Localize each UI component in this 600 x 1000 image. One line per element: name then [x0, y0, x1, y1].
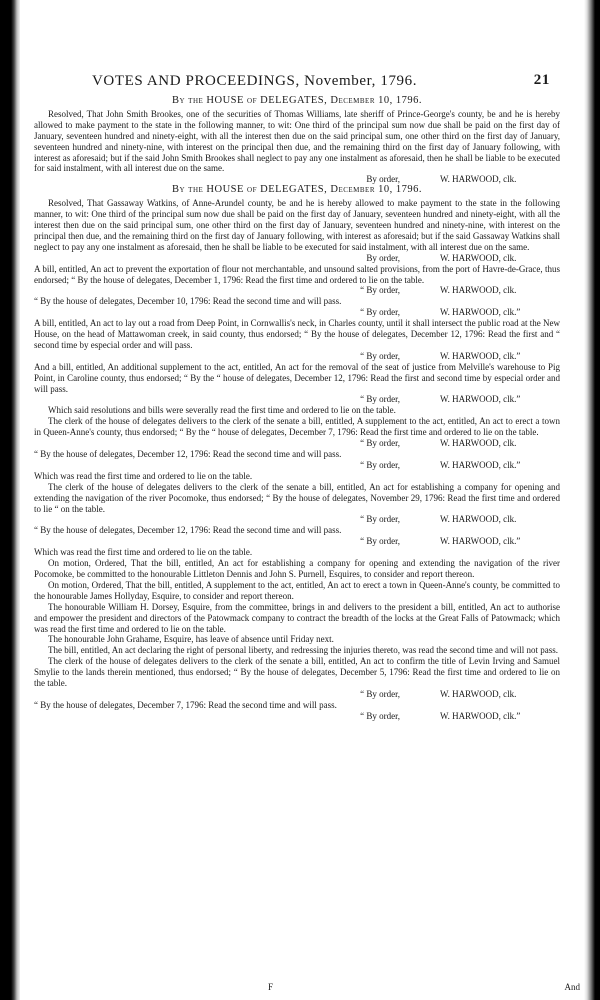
- order-line: [34, 285, 560, 296]
- by-order: “ By order,: [360, 688, 400, 699]
- by-order: By order,: [366, 252, 400, 263]
- endorsement-line: “ By the house of delegates, December 12, 1796: Read the second time and will pass.: [34, 525, 342, 536]
- order-line: [34, 689, 560, 700]
- order-line: [34, 351, 560, 362]
- clerk-signature: W. HARWOOD, clk.”: [440, 536, 521, 547]
- by-order: “ By order,: [360, 710, 400, 721]
- by-order: “ By order,: [360, 536, 400, 547]
- page-body: [34, 96, 560, 722]
- clerk-signature: W. HARWOOD, clk.: [440, 688, 517, 699]
- clerk-signature: W. HARWOOD, clk.”: [440, 394, 521, 405]
- patowmack-bill: The honourable William H. Dorsey, Esquire, from the committee, brings in and delivers to the president a bill, entitled, An act to authorise and empower the president and directors of the Patowmack company to contract the breadth of the locks at the Great Falls of Patowmack; which was read the first time and ordered to lie on the table.: [34, 601, 560, 634]
- bill-flour-exportation: A bill, entitled, An act to prevent the exportation of flour not merchantable, and unsound salted provisions, from the port of Havre-de-Grace, thus endorsed; “ By the house of delegates, December 1, 1796: Read the first time and ordered to lie on the table.: [34, 263, 560, 285]
- by-order: “ By order,: [360, 285, 400, 296]
- order-line: [34, 460, 560, 471]
- order-line: [34, 514, 560, 525]
- by-order: “ By order,: [360, 307, 400, 318]
- by-order: “ By order,: [360, 514, 400, 525]
- personal-liberty-bill: The bill, entitled, An act declaring the right of personal liberty, and redressing the injuries thereto, was read the second time and will not pass.: [48, 645, 559, 656]
- order-line: [34, 394, 560, 405]
- clerk-signature: W. HARWOOD, clk.: [440, 438, 517, 449]
- resolution-1: [34, 96, 560, 185]
- endorsement-line: “ By the house of delegates, December 10, 1796: Read the second time and will pass.: [34, 296, 342, 307]
- bill-irving-smylie: The clerk of the house of delegates delivers to the clerk of the senate a bill, entitled, An act to confirm the title of Levin Irving and Samuel Smylie to the lands therein mentioned, thus endorsed; “ By the house of delegates, December 5, 1796: Read the first time and ordered to lie on the table.: [34, 656, 560, 689]
- page-number: 21: [533, 72, 550, 88]
- order-line: [34, 307, 560, 318]
- paragraph: Which was read the first time and ordered to lie on the table.: [34, 547, 253, 558]
- leave-of-absence: The honourable John Grahame, Esquire, has leave of absence until Friday next.: [48, 634, 334, 645]
- resolution-text: Resolved, That Gassaway Watkins, of Anne-Arundel county, be and he is hereby allowed to make payment to the state in the following manner, to wit: One third of the principal sum now due shall be paid on the first day of January, seventeen hundred and ninety-eight, with all the interest then due on the said principal sum, one other third on the first day of January, seventeen hundred and ninety-nine, with interest on the principal then due, and the remaining third on the first day of January following, with interest as aforesaid; but if the said Gassaway Watkins shall neglect to pay any one instalment as aforesaid, then he shall be liable to be executed for said instalment, with all interest due on the same.: [34, 198, 560, 252]
- by-order: “ By order,: [360, 350, 400, 361]
- clerk-signature: W. HARWOOD, clk.: [440, 514, 517, 525]
- paragraph: Which was read the first time and ordered to lie on the table.: [34, 470, 253, 481]
- motion-pocomoke: On motion, Ordered, That the bill, entitled, An act for establishing a company for opening and extending the navigation of the river Pocomoke, be committed to the honourable Littleton Dennis and John S. Purnell, Esquires, to consider and report thereon.: [34, 558, 560, 579]
- bill-pocomoke-navigation: The clerk of the house of delegates delivers to the clerk of the senate a bill, entitled, An act for establishing a company for opening and extending the navigation of the river Pocomoke, thus endorsed; “ By the house of delegates, November 29, 1796: Read the first time and ordered to lie “ on the table.: [34, 481, 560, 514]
- bill-deep-point-road: A bill, entitled, An act to lay out a road from Deep Point, in Cornwallis's neck, in Charles county, until it shall intersect the public road at the New House, on the head of Mattawoman creek, in said county, thus endorsed; “ By the house of delegates, December 12, 1796: Read the first and “ second time by especial order and will pass.: [34, 318, 560, 350]
- running-header: [92, 72, 550, 93]
- clerk-signature: W. HARWOOD, clk.”: [440, 459, 521, 470]
- clerk-signature: W. HARWOOD, clk.: [440, 252, 517, 263]
- order-line: [34, 536, 560, 547]
- clerk-signature: W. HARWOOD, clk.”: [440, 350, 521, 361]
- bill-seat-of-justice: And a bill, entitled, An additional supplement to the act, entitled, An act for the removal of the seat of justice from Melville's warehouse to Pig Point, in Caroline county, thus endorsed; “ By the “ house of delegates, December 12, 1796: Read the first and second time by especial order and will pass.: [34, 361, 560, 394]
- resolution-text: Resolved, That John Smith Brookes, one of the securities of Thomas Williams, late sheriff of Prince-George's county, be and he is hereby allowed to make payment to the state in the following manner, to wit: One third of the principal sum now due shall be paid on the first day of January, seventeen hundred and ninety-eight, with all the interest then due on the said principal sum, one other third on the first day of January, seventeen hundred and ninety-nine, with interest on the principal then due, and the remaining third on the first day of January following, with interest as aforesaid; but if the said John Smith Brookes shall neglect to pay any one instalment as aforesaid, then he shall be liable to be executed for said instalment, with all interest due on the same.: [34, 108, 560, 174]
- section-heading: By the HOUSE of DELEGATES, December 10, 1796.: [172, 95, 422, 106]
- by-order: “ By order,: [360, 394, 400, 405]
- order-line: [34, 253, 560, 264]
- by-order: “ By order,: [360, 438, 400, 449]
- scan-edge-left: [0, 0, 20, 1000]
- section-heading: By the HOUSE of DELEGATES, December 10, 1796.: [172, 184, 422, 196]
- catchword: And: [564, 982, 580, 992]
- motion-queen-annes: On motion, Ordered, That the bill, entitled, A supplement to the act, entitled, An act to erect a town in Queen-Anne's county, be committed to the honourable James Hollyday, Esquire, to consider and report thereon.: [34, 579, 560, 601]
- order-line: [34, 711, 560, 722]
- endorsement-line: “ By the house of delegates, December 12, 1796: Read the second time and will pass.: [34, 449, 342, 459]
- endorsement-line: “ By the house of delegates, December 7, 1796: Read the second time and will pass.: [34, 699, 337, 710]
- clerk-signature: W. HARWOOD, clk.: [440, 174, 517, 185]
- signature-mark: F: [268, 982, 274, 992]
- by-order: “ By order,: [360, 459, 400, 470]
- order-line: [34, 438, 560, 449]
- clerk-signature: W. HARWOOD, clk.”: [440, 710, 521, 721]
- bill-queen-annes-town: The clerk of the house of delegates delivers to the clerk of the senate a bill, entitled, A supplement to the act, entitled, An act to erect a town in Queen-Anne's county, thus endorsed; “ By the “ house of delegates, December 7, 1796: Read the first time and ordered to lie on the table.: [34, 416, 560, 438]
- scan-edge-right: [584, 0, 600, 1000]
- header-title: VOTES AND PROCEEDINGS, November, 1796.: [92, 73, 418, 89]
- paragraph: Which said resolutions and bills were severally read the first time and ordered to lie on the table.: [48, 405, 396, 416]
- clerk-signature: W. HARWOOD, clk.: [440, 285, 517, 296]
- by-order: By order,: [366, 174, 400, 185]
- resolution-2: [34, 185, 560, 263]
- clerk-signature: W. HARWOOD, clk.”: [440, 307, 521, 318]
